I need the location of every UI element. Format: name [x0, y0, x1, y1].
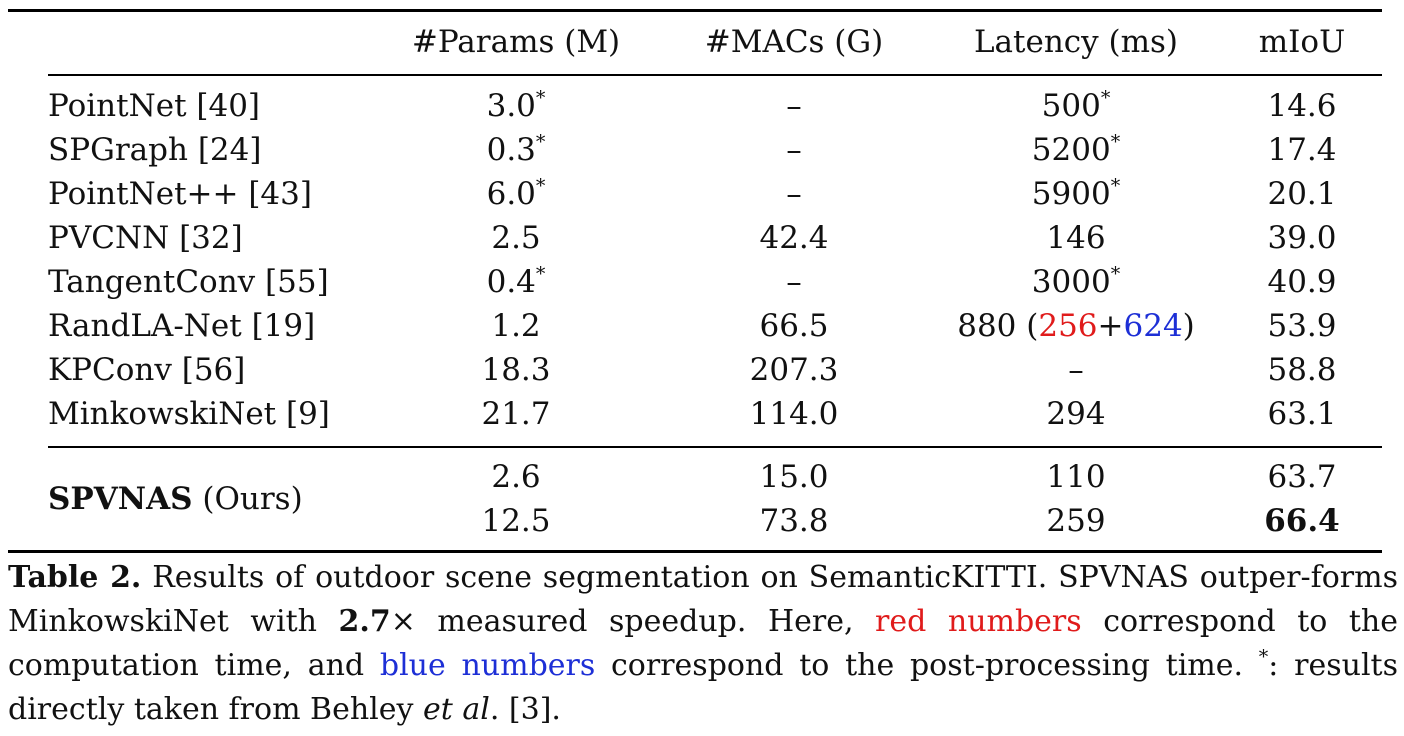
table-row-params: 0.3*	[486, 131, 546, 168]
header-params: #Params (M)	[411, 24, 621, 60]
speedup-value: 2.7	[338, 604, 391, 639]
table-row-latency: –	[1068, 352, 1084, 388]
table-row-method: PointNet++ [43]	[48, 176, 312, 212]
header-latency: Latency (ms)	[973, 24, 1179, 60]
table-row-method: PVCNN [32]	[48, 220, 243, 256]
table-row-miou: 53.9	[1267, 308, 1337, 344]
table-row-macs: 42.4	[759, 220, 829, 256]
table-row-macs: –	[786, 88, 802, 124]
table-row-params: 6.0*	[486, 175, 546, 212]
header-rule	[48, 74, 1382, 76]
ours-row-params: 2.6	[491, 459, 541, 495]
table-row-method: MinkowskiNet [9]	[48, 396, 330, 432]
table-row-miou: 63.1	[1267, 396, 1337, 432]
ours-row-macs: 73.8	[759, 503, 829, 539]
table-row-method: RandLA-Net [19]	[48, 308, 316, 344]
table-row-params: 3.0*	[486, 87, 546, 124]
table-row-params: 21.7	[481, 396, 551, 432]
table-row-miou: 40.9	[1267, 264, 1337, 300]
table-row-macs: 114.0	[749, 396, 839, 432]
table-row-macs: 207.3	[749, 352, 839, 388]
header-macs: #MACs (G)	[704, 24, 884, 60]
table-row-macs: 66.5	[759, 308, 829, 344]
top-rule	[8, 9, 1382, 12]
caption-label: Table 2.	[8, 560, 142, 595]
table-row-params: 1.2	[491, 308, 541, 344]
table-row-miou: 20.1	[1267, 176, 1337, 212]
table-row-macs: –	[786, 264, 802, 300]
ours-row-latency: 259	[1046, 503, 1106, 539]
header-miou: mIoU	[1258, 24, 1346, 60]
table-row-params: 0.4*	[486, 263, 546, 300]
ours-row-miou: 63.7	[1267, 459, 1337, 495]
blue-numbers-text: blue numbers	[379, 648, 596, 683]
table-row-method: TangentConv [55]	[48, 264, 329, 300]
table-row-latency: 294	[1046, 396, 1106, 432]
table-row-miou: 14.6	[1267, 88, 1337, 124]
ours-rule	[48, 446, 1382, 448]
table-row-latency: 880 (256+624)	[957, 308, 1195, 344]
post-processing-time-value: 624	[1123, 308, 1183, 344]
table-row-latency: 3000*	[1031, 263, 1121, 300]
table-row-macs: –	[786, 132, 802, 168]
table-row-miou: 39.0	[1267, 220, 1337, 256]
computation-time-value: 256	[1038, 308, 1098, 344]
table-row-method: SPGraph [24]	[48, 132, 262, 168]
ours-row-miou-best: 66.4	[1264, 503, 1340, 539]
table-row-params: 18.3	[481, 352, 551, 388]
table-row-method: KPConv [56]	[48, 352, 246, 388]
table-row-latency: 146	[1046, 220, 1106, 256]
ours-row-params: 12.5	[481, 503, 551, 539]
table-row-miou: 17.4	[1267, 132, 1337, 168]
table-caption: Table 2. Results of outdoor scene segmentation on SemanticKITTI. SPVNAS outper-forms MinkowskiNet with 2.7× measured speedup. Here, red numbers correspond to the computation time, and blue numbers correspond to the post-processing time. *: results directly taken from Behley et al. [3].	[8, 560, 1399, 727]
table-row-latency: 5200*	[1031, 131, 1121, 168]
table-row-miou: 58.8	[1267, 352, 1337, 388]
table-row-method: PointNet [40]	[48, 88, 261, 124]
table-row-params: 2.5	[491, 220, 541, 256]
table-row-latency: 5900*	[1031, 175, 1121, 212]
red-numbers-text: red numbers	[875, 604, 1082, 639]
ours-method: SPVNAS (Ours)	[48, 481, 303, 517]
bottom-rule	[8, 550, 1382, 553]
table-row-macs: –	[786, 176, 802, 212]
table-row-latency: 500*	[1041, 87, 1111, 124]
ours-row-latency: 110	[1046, 459, 1106, 495]
ours-row-macs: 15.0	[759, 459, 829, 495]
